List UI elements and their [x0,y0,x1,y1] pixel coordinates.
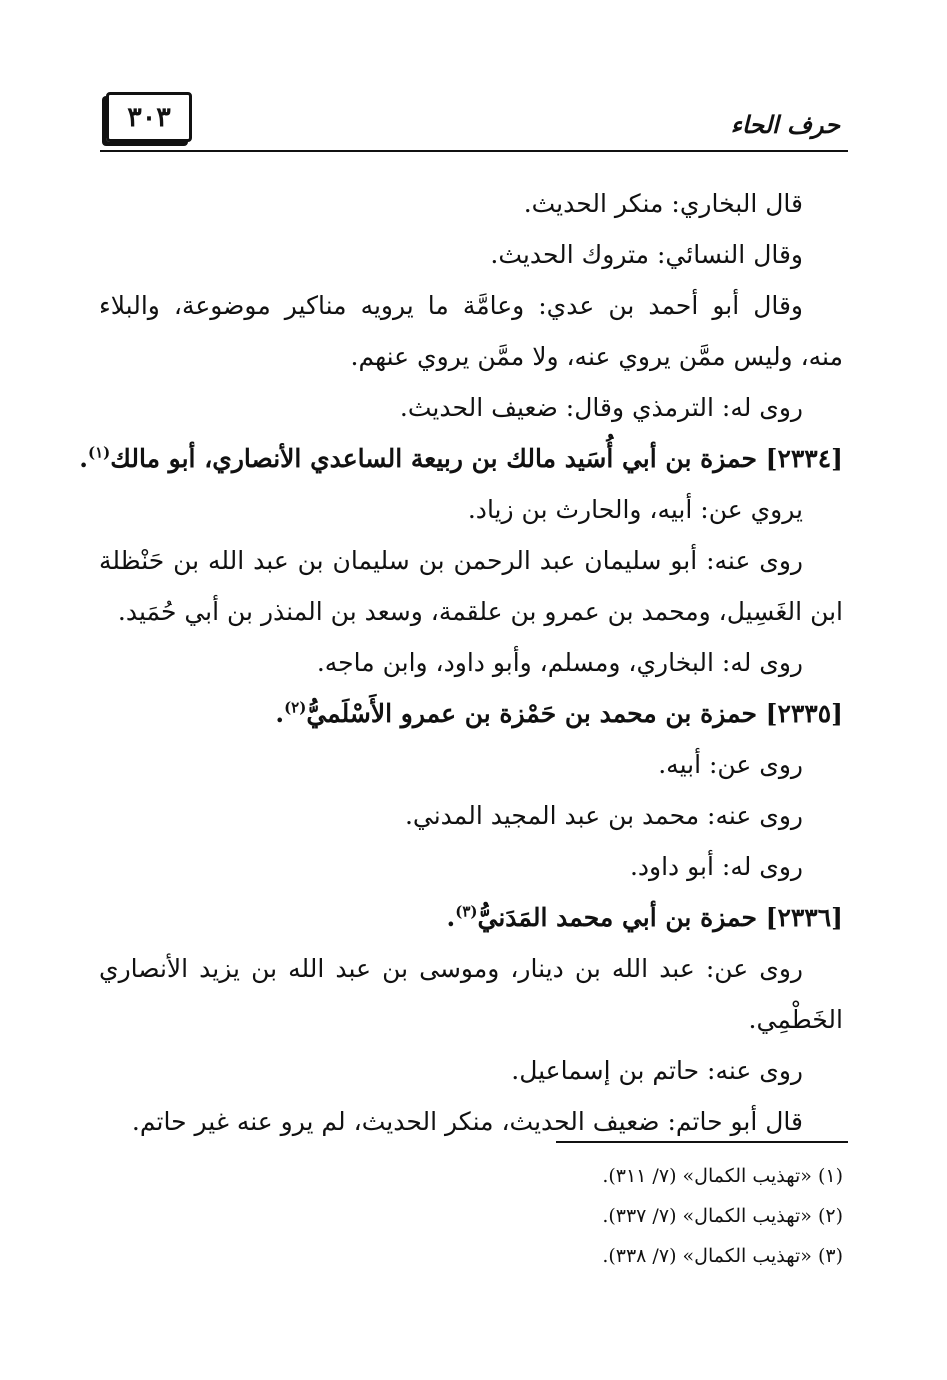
text-line: يروي عن: أبيه، والحارث بن زياد. [467,495,803,524]
text-line: روى عنه: أبو سليمان عبد الرحمن بن سليمان بن عبد الله بن حَنْظلة [99,546,803,575]
footnote-2: (٢) «تهذيب الكمال» (٧/ ٣٣٧). [602,1205,843,1227]
text-line: وقال النسائي: متروك الحديث. [490,240,803,269]
entry-heading-2335 [99,688,843,739]
text-line: روى عن: أبيه. [658,750,803,779]
text-line: قال أبو حاتم: ضعيف الحديث، منكر الحديث، لم يرو عنه غير حاتم. [131,1107,803,1136]
page-number: ٣٠٣ [106,92,192,142]
text-line: روى له: البخاري، ومسلم، وأبو داود، وابن ماجه. [316,648,803,677]
entry-title-text: [٢٣٣٤] حمزة بن أبي أُسَيد مالك بن ربيعة الساعدي الأنصاري، أبو مالك [110,444,843,473]
text-line: روى له: أبو داود. [629,852,803,881]
entry-title-end: . [79,444,88,473]
text-line: قال البخاري: منكر الحديث. [523,189,803,218]
entry-title-text: [٢٣٣٦] حمزة بن أبي محمد المَدَنيُّ [477,903,843,932]
footnote-ref: (٣) [455,902,478,921]
text-line: روى عنه: حاتم بن إسماعيل. [511,1056,803,1085]
footnote-3: (٣) «تهذيب الكمال» (٧/ ٣٣٨). [602,1245,843,1267]
text-line: وقال أبو أحمد بن عدي: وعامَّة ما يرويه مناكير موضوعة، والبلاء [99,291,803,320]
page-header [100,92,848,152]
footnotes [99,1156,843,1276]
footnote-ref: (١) [88,443,111,462]
entry-title-end: . [275,699,285,728]
entry-heading-2334 [79,433,843,484]
text-line: روى عنه: محمد بن عبد المجيد المدني. [404,801,803,830]
text-line: روى له: الترمذي وقال: ضعيف الحديث. [399,393,803,422]
text-line: ابن الغَسِيل، ومحمد بن عمرو بن علقمة، وسعد بن المنذر بن أبي حُمَيد. [117,597,843,626]
footnote-1: (١) «تهذيب الكمال» (٧/ ٣١١). [602,1165,843,1187]
footnote-ref: (٢) [284,698,307,717]
entry-heading-2336 [99,892,843,943]
running-head: حرف الحاء [730,110,840,139]
text-line: منه، وليس ممَّن يروي عنه، ولا ممَّن يروي عنهم. [350,342,843,371]
main-text [79,178,843,1147]
entry-title-end: . [446,903,456,932]
entry-title-text: [٢٣٣٥] حمزة بن محمد بن حَمْزة بن عمرو الأَسْلَميُّ [306,699,843,728]
footnote-divider [556,1141,848,1143]
text-line: روى عن: عبد الله بن دينار، وموسى بن عبد الله بن يزيد الأنصاري [99,954,803,983]
text-line: الخَطْمِي. [748,1005,843,1034]
